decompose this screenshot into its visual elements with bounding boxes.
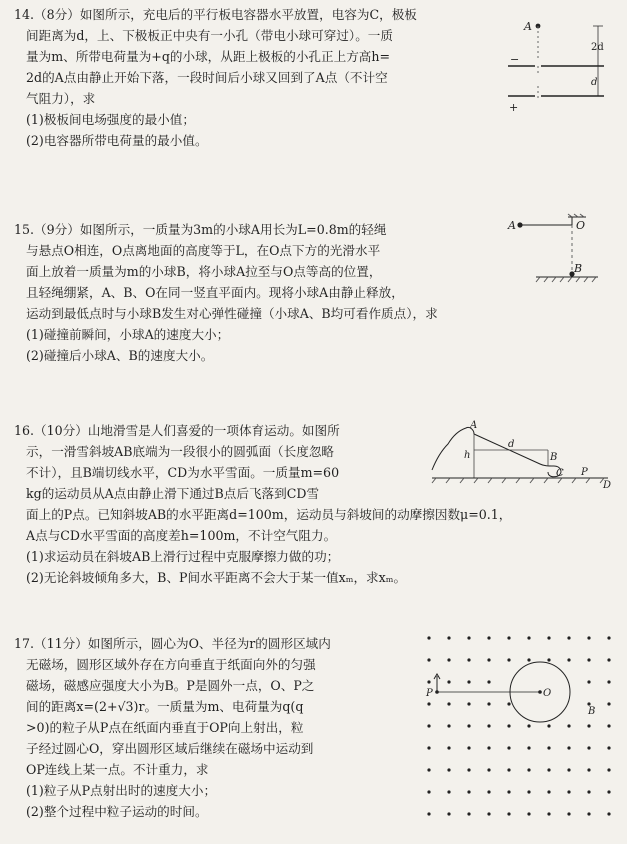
field-dot [547, 724, 550, 727]
field-dot [527, 812, 530, 815]
problem-16-question-2: (2)无论斜坡倾角多大，B、P间水平距离不会大于某一值xₘ，求xₘ。 [26, 570, 407, 585]
field-dot [567, 768, 570, 771]
field-dot [447, 812, 450, 815]
problem-17-line: OP连线上某一点。不计重力，求 [26, 762, 209, 777]
problem-15-line: 运动到最低点时与小球B发生对心弹性碰撞（小球A、B均可看作质点），求 [26, 306, 438, 321]
field-dot [547, 658, 550, 661]
label-a: A [508, 219, 516, 232]
problem-17-line: 17.（11分）如图所示，圆心为O、半径为r的圆形区域内 [14, 636, 331, 651]
problem-15-line: 15.（9分）如图所示，一质量为3m的小球A用长为L=0.8m的轻绳 [14, 222, 387, 237]
problem-17-question-2: (2)整个过程中粒子运动的时间。 [26, 804, 208, 819]
field-dot [467, 680, 470, 683]
problem-17 [14, 633, 331, 822]
field-dots [427, 636, 610, 815]
problem-14-line: 气阻力），求 [26, 91, 96, 106]
field-dot [607, 658, 610, 661]
field-dot [607, 680, 610, 683]
field-dot [447, 658, 450, 661]
capacitor-figure [500, 10, 610, 120]
label-a: A [524, 20, 532, 33]
field-dot [607, 790, 610, 793]
label-p: P [581, 467, 588, 478]
field-dot [607, 812, 610, 815]
field-dot [607, 702, 610, 705]
field-dot [427, 680, 430, 683]
field-dot [487, 790, 490, 793]
field-dot [547, 768, 550, 771]
problem-14-question-1: (1)极板间电场强度的最小值； [26, 112, 195, 127]
field-dot [547, 636, 550, 639]
field-dot [587, 812, 590, 815]
problem-16-line: A点与CD水平雪面的高度差h=100m，不计空气阻力。 [26, 528, 337, 543]
field-dot [427, 790, 430, 793]
problem-15-question-1: (1)碰撞前瞬间，小球A的速度大小； [26, 327, 230, 342]
field-dot [527, 636, 530, 639]
problem-15-question-2: (2)碰撞后小球A、B的速度大小。 [26, 348, 214, 363]
label-b: B [574, 262, 583, 275]
field-dot [447, 746, 450, 749]
problem-17-line: 磁场，磁感应强度大小为B。P是圆外一点，O、P之 [26, 678, 315, 693]
field-dot [467, 768, 470, 771]
field-dot [507, 746, 510, 749]
field-dot [447, 768, 450, 771]
magnetic-field-figure [415, 630, 615, 830]
field-dot [607, 768, 610, 771]
field-dot [607, 724, 610, 727]
field-dot [447, 790, 450, 793]
label-h: h [464, 450, 471, 461]
problem-14-question-2: (2)电容器所带电荷量的最小值。 [26, 133, 208, 148]
field-dot [487, 746, 490, 749]
problem-15-line: 且轻绳绷紧，A、B、O在同一竖直平面内。现将小球A由静止释放， [26, 285, 404, 300]
field-dot [487, 658, 490, 661]
field-dot [567, 658, 570, 661]
field-dot [507, 812, 510, 815]
field-dot [447, 702, 450, 705]
problem-16-line: 不计），且B端切线水平，CD为水平雪面。一质量m=60 [26, 465, 340, 480]
field-dot [507, 702, 510, 705]
label-d: d [591, 77, 598, 88]
field-dot [567, 812, 570, 815]
field-dot [467, 658, 470, 661]
field-dot [447, 636, 450, 639]
label-d-point: D [603, 480, 612, 490]
label-minus: − [510, 53, 520, 66]
field-dot [467, 636, 470, 639]
problem-16-question-1: (1)求运动员在斜坡AB上滑行过程中克服摩擦力做的功； [26, 549, 340, 564]
label-o: O [543, 688, 552, 699]
field-dot [587, 768, 590, 771]
problem-16-line: 16.（10分）山地滑雪是人们喜爱的一项体育运动。如图所 [14, 423, 340, 438]
problem-15-line: 与悬点O相连，O点离地面的高度等于L，在O点下方的光滑水平 [26, 243, 381, 258]
field-dot [427, 746, 430, 749]
problem-14-line: 量为m、所带电荷量为+q的小球，从距上极板的小孔正上方高h= [26, 49, 391, 64]
problem-15-line: 面上放着一质量为m的小球B，将小球A拉至与O点等高的位置， [26, 264, 382, 279]
problem-17-question-1: (1)粒子从P点射出时的速度大小； [26, 783, 217, 798]
field-dot [487, 812, 490, 815]
label-plus: + [509, 101, 519, 114]
field-dot [607, 636, 610, 639]
problem-14-line: 2d的A点由静止开始下落，一段时间后小球又回到了A点（不计空 [26, 70, 388, 85]
problem-17-line: 间的距离x=(2+√3)r。一质量为m、电荷量为q(q [26, 699, 304, 714]
field-dot [507, 724, 510, 727]
field-dot [467, 812, 470, 815]
field-dot [487, 680, 490, 683]
field-dot [527, 790, 530, 793]
ski-slope-figure [430, 420, 615, 490]
field-dot [527, 658, 530, 661]
field-dot [607, 746, 610, 749]
field-dot [547, 812, 550, 815]
field-dot [487, 724, 490, 727]
field-dot [467, 724, 470, 727]
field-dot [467, 746, 470, 749]
field-dot [487, 768, 490, 771]
problem-14-line: 间距离为d，上、下极板正中央有一小孔（带电小球可穿过）。一质 [26, 28, 393, 43]
problem-16-line: 面上的P点。已知斜坡AB的水平距离d=100m，运动员与斜坡间的动摩擦因数μ=0.1， [26, 507, 512, 522]
field-dot [427, 724, 430, 727]
field-dot [547, 746, 550, 749]
problem-16-line: 示，一滑雪斜坡AB底端为一段很小的圆弧面（长度忽略 [26, 444, 335, 459]
field-dot [587, 746, 590, 749]
label-d: d [508, 439, 515, 450]
field-dot [527, 724, 530, 727]
field-dot [547, 790, 550, 793]
field-dot [507, 658, 510, 661]
label-c: C [556, 468, 564, 479]
label-2d: 2d [591, 42, 604, 53]
field-dot [487, 702, 490, 705]
pendulum-figure [506, 212, 601, 287]
label-a: A [470, 420, 478, 431]
field-dot [427, 768, 430, 771]
field-dot [567, 790, 570, 793]
problem-17-line: >0)的粒子从P点在纸面内垂直于OP向上射出，粒 [26, 720, 304, 735]
label-b: B [550, 452, 558, 463]
field-dot [487, 636, 490, 639]
field-dot [507, 768, 510, 771]
problem-16-line: kg的运动员从A点由静止滑下通过B点后飞落到CD雪 [26, 486, 320, 501]
problem-15 [14, 219, 438, 366]
field-dot [587, 724, 590, 727]
label-b: B [588, 706, 596, 717]
label-o: O [576, 219, 586, 232]
field-dot [447, 724, 450, 727]
field-dot [467, 702, 470, 705]
mountain-outline [432, 427, 474, 470]
field-dot [507, 636, 510, 639]
field-dot [527, 768, 530, 771]
field-dot [587, 790, 590, 793]
problem-17-line: 子经过圆心O，穿出圆形区域后继续在磁场中运动到 [26, 741, 314, 756]
field-dot [567, 746, 570, 749]
field-dot [527, 746, 530, 749]
problem-17-line: 无磁场，圆形区域外存在方向垂直于纸面向外的匀强 [26, 657, 316, 672]
field-dot [427, 812, 430, 815]
field-dot [447, 680, 450, 683]
label-p: P [426, 688, 433, 699]
field-dot [427, 658, 430, 661]
problem-14-line: 14.（8分）如图所示，充电后的平行板电容器水平放置，电容为C，极板 [14, 7, 417, 22]
field-dot [567, 724, 570, 727]
field-dot [587, 658, 590, 661]
ball-a [517, 222, 522, 227]
problem-14 [14, 4, 417, 151]
field-dot [467, 790, 470, 793]
field-dot [427, 636, 430, 639]
field-dot [427, 702, 430, 705]
field-dot [587, 680, 590, 683]
field-dot [567, 636, 570, 639]
field-dot [507, 790, 510, 793]
center-o [538, 690, 542, 694]
field-dot [587, 636, 590, 639]
